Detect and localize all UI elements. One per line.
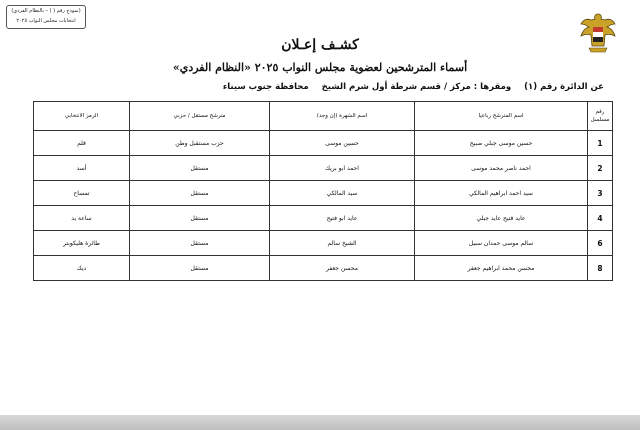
district-number: عن الدائرة رقم (١) [524, 82, 604, 92]
header-name: اسم المترشح رباعيا [415, 102, 588, 131]
cell-symbol: ديك [34, 256, 130, 281]
table-row [34, 181, 613, 206]
cell-affiliation: مستقل [130, 181, 270, 206]
cell-affiliation: مستقل [130, 206, 270, 231]
cell-symbol: تمساح [34, 181, 130, 206]
cell-name: محسن محمد ابراهيم جعفر [415, 256, 588, 281]
cell-fame: محسن جعفر [270, 256, 415, 281]
candidates-table [33, 101, 613, 281]
cell-affiliation: مستقل [130, 256, 270, 281]
cell-serial: 3 [588, 181, 613, 206]
cell-serial: 8 [588, 256, 613, 281]
cell-name: عايد فتيح عايد جبلي [415, 206, 588, 231]
cell-serial: 4 [588, 206, 613, 231]
table-row [34, 206, 613, 231]
header-serial: رقم مسلسل [588, 102, 613, 131]
form-number-label: (نموذج رقم ( ) – بالنظام الفردي) [11, 8, 81, 14]
page-subtitle: أسماء المترشحين لعضوية مجلس النواب ٢٠٢٥ «النظام الفردي» [172, 61, 468, 74]
cell-affiliation: حزب مستقبل وطن [130, 131, 270, 156]
table-row [34, 131, 613, 156]
cell-name: احمد ناصر محمد موسى [415, 156, 588, 181]
cell-fame: عايد ابو فتيح [270, 206, 415, 231]
cell-fame: حسين موسى [270, 131, 415, 156]
cell-symbol: ساعة يد [34, 206, 130, 231]
cell-symbol: قلم [34, 131, 130, 156]
district-seat: ومقرها : مركز / قسم شرطة أول شرم الشيخ [321, 82, 512, 92]
page-bottom-shadow [0, 415, 640, 430]
table-row [34, 231, 613, 256]
table-header-row [34, 102, 613, 131]
form-number-box [6, 5, 86, 29]
district-info [213, 82, 604, 92]
table-row [34, 156, 613, 181]
cell-serial: 6 [588, 231, 613, 256]
district-governorate: محافظة جنوب سيناء [222, 82, 309, 92]
header-symbol: الرمز الانتخابي [34, 102, 130, 131]
cell-name: سالم موسى حمدان سبيل [415, 231, 588, 256]
cell-fame: سيد المالكي [270, 181, 415, 206]
cell-fame: احمد ابو بريك [270, 156, 415, 181]
cell-affiliation: مستقل [130, 231, 270, 256]
header-fame: اسم الشهرة (إن وجد) [270, 102, 415, 131]
page-title: كشـف إعـلان [281, 37, 359, 53]
header-affiliation: مترشح مستقل / حزبي [130, 102, 270, 131]
cell-fame: الشيخ سالم [270, 231, 415, 256]
cell-name: حسين موسى جبلي صبيح [415, 131, 588, 156]
elections-label: انتخابات مجلس النواب ٢٠٢٥ [16, 18, 76, 24]
cell-serial: 2 [588, 156, 613, 181]
cell-symbol: طائرة هليكوبتر [34, 231, 130, 256]
cell-name: سيد احمد ابراهيم المالكي [415, 181, 588, 206]
cell-symbol: أسد [34, 156, 130, 181]
cell-affiliation: مستقل [130, 156, 270, 181]
cell-serial: 1 [588, 131, 613, 156]
table-row [34, 256, 613, 281]
